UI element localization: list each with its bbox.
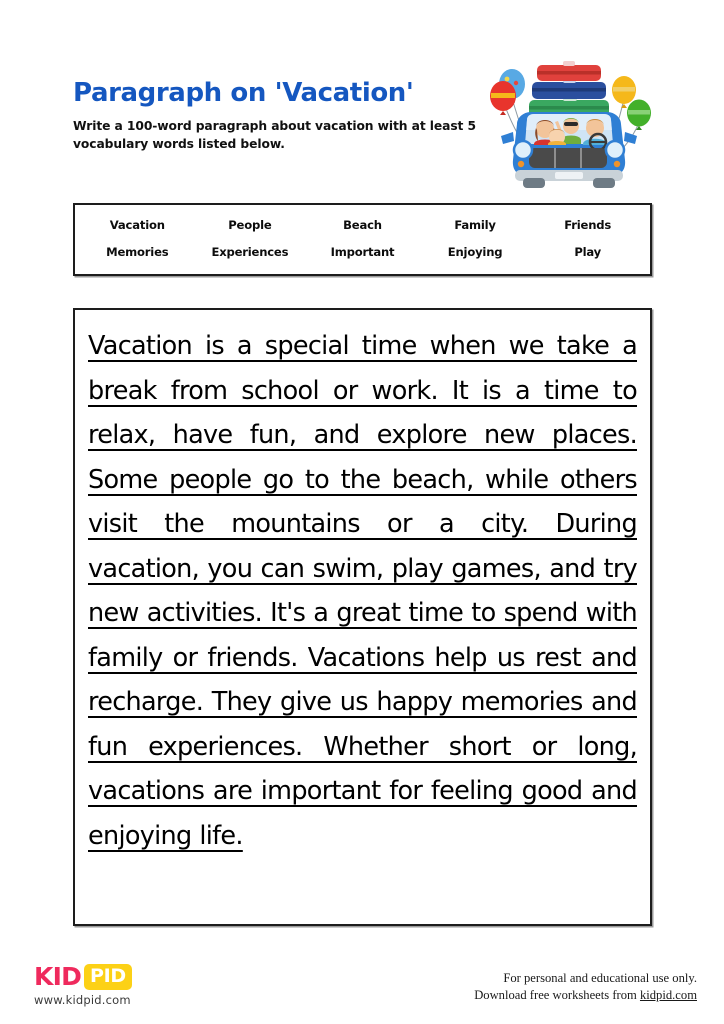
vocabulary-word: Important (330, 245, 395, 259)
credit-line-1: For personal and educational use only. (503, 971, 697, 985)
paragraph-answer-box[interactable] (73, 308, 652, 926)
vocabulary-word: Play (574, 245, 602, 259)
paragraph-answer-text: Vacation is a special time when we take a break from school or work. It is a time to relax, have fun, and explore new places. Some people go to the beach, while others visit the mountains or a city. During vacation, you can swim, play games, and try new activities. It's a great time to spend with family or friends. Vacations help us rest and recharge. They give us happy memories and fun experiences. Whether short or long, vacations are important for feeling good and enjoying life. (88, 331, 637, 851)
credit-text (474, 970, 697, 1004)
logo-kid-text: KID (34, 962, 82, 991)
vocabulary-word: People (228, 218, 272, 232)
kidpid-link[interactable]: kidpid.com (639, 988, 697, 1002)
vocabulary-row (81, 218, 644, 232)
vocabulary-row (81, 245, 644, 259)
vocabulary-word: Friends (564, 218, 612, 232)
page-footer (0, 958, 724, 1024)
kidpid-logo[interactable] (34, 963, 244, 1007)
logo-pid-badge: PID (84, 964, 132, 990)
logo-mark (34, 963, 244, 990)
instructions-text: Write a 100-word paragraph about vacation with at least 5 vocabulary words listed below. (73, 119, 476, 151)
vocabulary-word: Vacation (109, 218, 165, 232)
vocabulary-word: Memories (106, 245, 169, 259)
logo-website-url: www.kidpid.com (34, 993, 131, 1007)
vocabulary-word: Experiences (211, 245, 289, 259)
family-car-vacation-icon (483, 40, 655, 192)
vocabulary-word: Enjoying (447, 245, 503, 259)
credit-prefix: Download free worksheets from (474, 988, 640, 1002)
suitcase-blue (532, 78, 606, 99)
suitcase-red (537, 61, 601, 81)
balloon-green (627, 100, 651, 131)
person-baby (548, 129, 566, 145)
credit-line-2 (474, 987, 697, 1004)
vocabulary-word: Family (454, 218, 496, 232)
vocabulary-box (73, 203, 652, 276)
page-title: Paragraph on 'Vacation' (73, 78, 414, 108)
balloon-red (490, 81, 516, 115)
vocabulary-word: Beach (343, 218, 382, 232)
